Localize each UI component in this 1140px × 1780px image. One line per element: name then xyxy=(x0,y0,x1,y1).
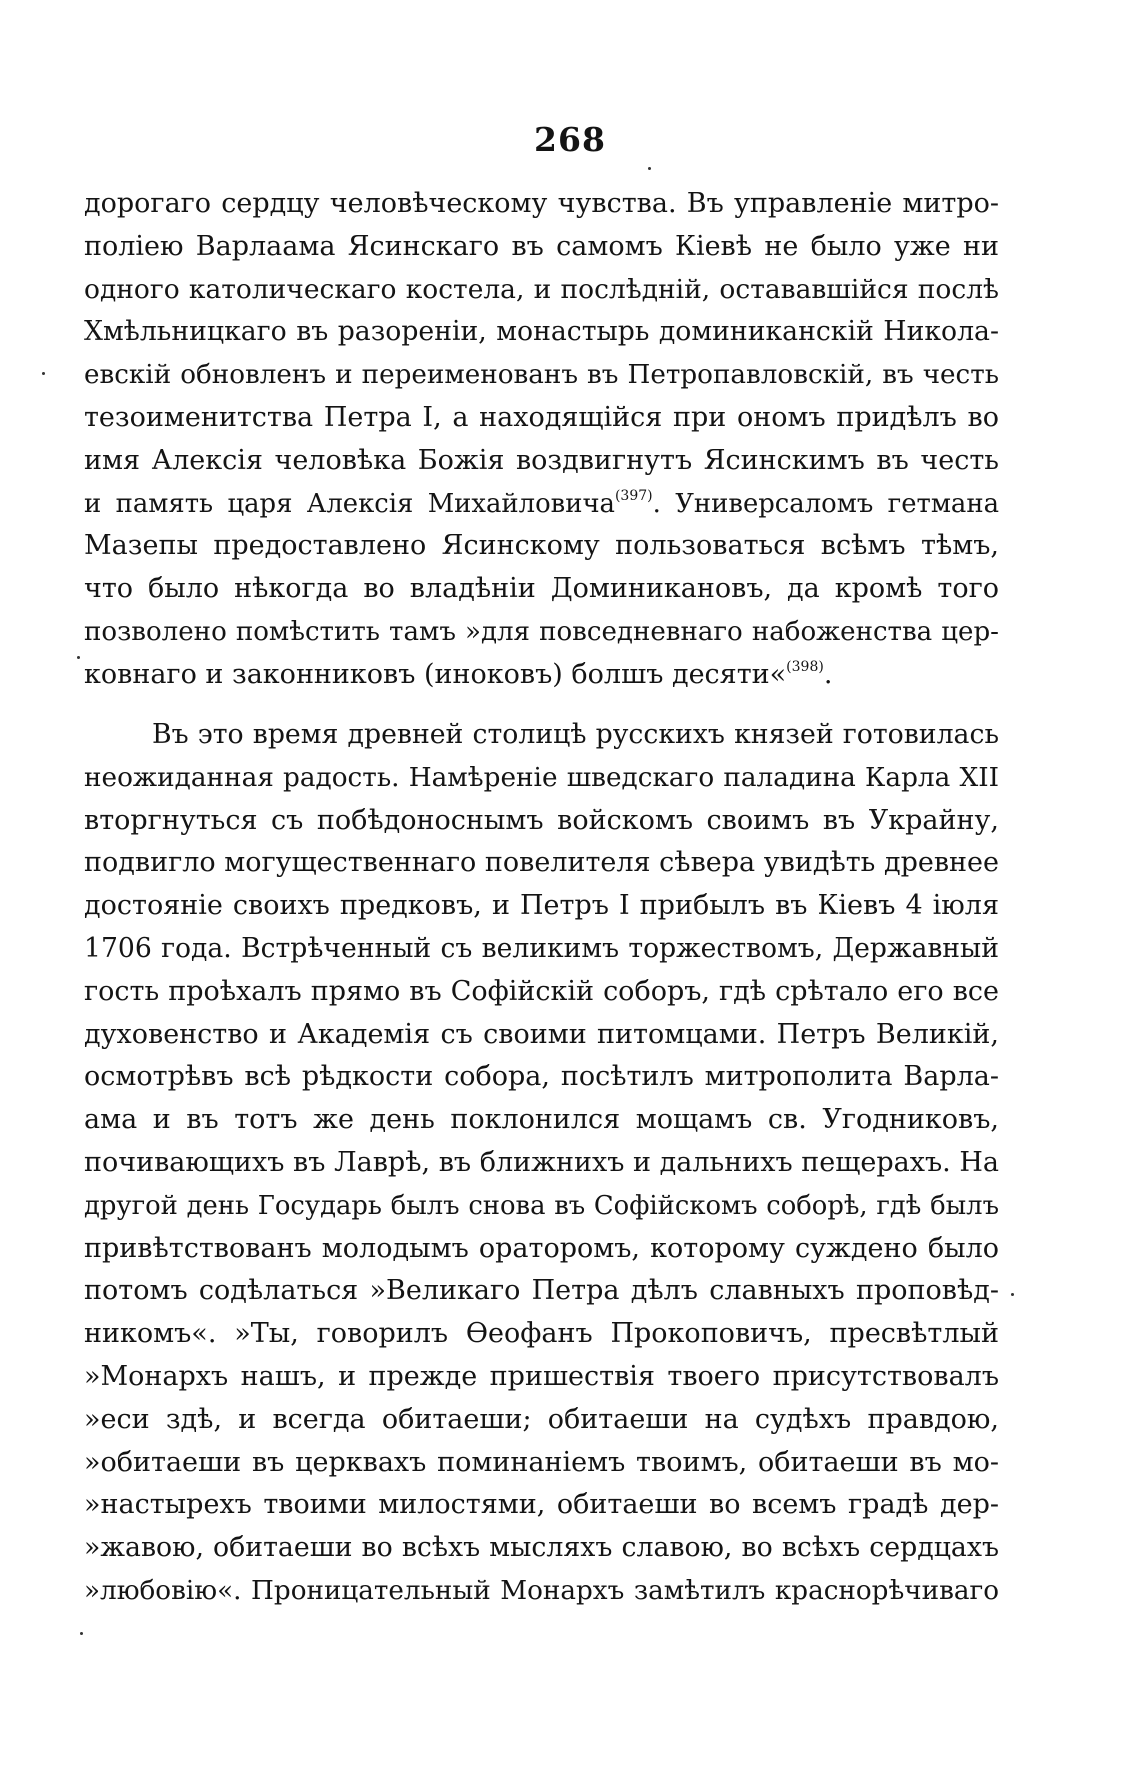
text-line: Мазепы предоставлено Ясинскому пользоваться всѣмъ тѣмъ, xyxy=(84,530,999,562)
text-line: почивающихъ въ Лаврѣ, въ ближнихъ и дальнихъ пещерахъ. На xyxy=(84,1146,999,1178)
text-line: тезоименитства Петра I, а находящійся при ономъ придѣлъ во xyxy=(84,401,999,433)
text-line: »еси здѣ, и всегда обитаеши; обитаеши на судѣхъ правдою, xyxy=(84,1403,999,1435)
text-line: Хмѣльницкаго въ разореніи, монастырь доминиканскій Никола- xyxy=(84,316,999,348)
text-line: имя Алексія человѣка Божія воздвигнутъ Ясинскимъ въ честь xyxy=(84,444,999,476)
text-line: »любовію«. Проницательный Монархъ замѣтилъ краснорѣчиваго xyxy=(84,1575,999,1606)
text-line: неожиданная радость. Намѣреніе шведскаго паладина Карла XII xyxy=(84,762,999,793)
print-speck xyxy=(80,1632,83,1635)
text-line: »настырехъ твоими милостями, обитаеши во всемъ градѣ дер- xyxy=(84,1489,999,1521)
text-line: подвигло могущественнаго повелителя сѣвера увидѣть древнее xyxy=(84,847,999,879)
text-line: позволено помѣстить тамъ »для повседневнаго набоженства цер- xyxy=(84,616,999,647)
line-text: . xyxy=(823,658,833,690)
text-line: духовенство и Академія съ своими питомцами. Петръ Великій, xyxy=(84,1018,999,1050)
text-line: 1706 года. Встрѣченный съ великимъ торжествомъ, Державный xyxy=(84,932,999,964)
text-line: »жавою, обитаеши во всѣхъ мысляхъ славою, во всѣхъ сердцахъ xyxy=(84,1532,999,1564)
text-line-with-footnote xyxy=(84,483,999,526)
text-line: вторгнуться съ побѣдоноснымъ войскомъ своимъ въ Украйну, xyxy=(84,804,999,836)
text-line: другой день Государь былъ снова въ Софійскомъ соборѣ, гдѣ былъ xyxy=(84,1190,999,1221)
print-speck xyxy=(77,656,80,659)
text-line: »обитаеши въ церквахъ поминаніемъ твоимъ, обитаеши въ мо- xyxy=(84,1446,999,1478)
text-line: никомъ«. »Ты, говорилъ Ѳеофанъ Прокоповичъ, пресвѣтлый xyxy=(84,1318,999,1350)
paragraph-1 xyxy=(84,183,999,697)
text-line: гость проѣхалъ прямо въ Софійскій соборъ, гдѣ срѣтало его все xyxy=(84,975,999,1007)
text-line: потомъ содѣлаться »Великаго Петра дѣлъ славныхъ проповѣд- xyxy=(84,1275,999,1307)
line-text: и память царя Алексія Михайловича xyxy=(84,488,615,519)
text-line: ама и въ тотъ же день поклонился мощамъ св. Угодниковъ, xyxy=(84,1104,999,1136)
text-line: одного католическаго костела, и послѣдній, остававшійся послѣ xyxy=(84,273,999,305)
text-line: достояніе своихъ предковъ, и Петръ I прибылъ въ Кіевъ 4 іюля xyxy=(84,890,999,922)
line-text: . Универсаломъ гетмана xyxy=(652,488,999,519)
line-text: ковнаго и законниковъ (иноковъ) болшъ десяти« xyxy=(84,658,787,690)
text-line-with-footnote xyxy=(84,654,999,697)
text-line: евскій обновленъ и переименованъ въ Петропавловскій, въ честь xyxy=(84,360,999,391)
print-speck xyxy=(648,167,651,170)
text-line: дорогаго сердцу человѣческому чувства. Въ управленіе митро- xyxy=(84,188,999,219)
text-line: Въ это время древней столицѣ русскихъ князей готовилась xyxy=(152,719,999,750)
print-speck xyxy=(42,372,45,375)
page-number: 268 xyxy=(534,120,606,159)
paragraph-2 xyxy=(84,714,999,1613)
text-line: осмотрѣвъ всѣ рѣдкости собора, посѣтилъ митрополита Варла- xyxy=(84,1061,999,1093)
text-line: привѣтствованъ молодымъ ораторомъ, которому суждено было xyxy=(84,1232,999,1264)
text-line: что было нѣкогда во владѣніи Доминикановъ, да кромѣ того xyxy=(84,573,999,605)
footnote-ref-397[interactable]: (397) xyxy=(614,487,653,504)
footnote-ref-398[interactable]: (398) xyxy=(786,658,824,675)
text-line: поліею Варлаама Ясинскаго въ самомъ Кіевѣ не было уже ни xyxy=(84,230,999,262)
text-line: »Монархъ нашъ, и прежде пришествія твоего присутствовалъ xyxy=(84,1360,999,1392)
print-speck xyxy=(1011,1293,1014,1296)
